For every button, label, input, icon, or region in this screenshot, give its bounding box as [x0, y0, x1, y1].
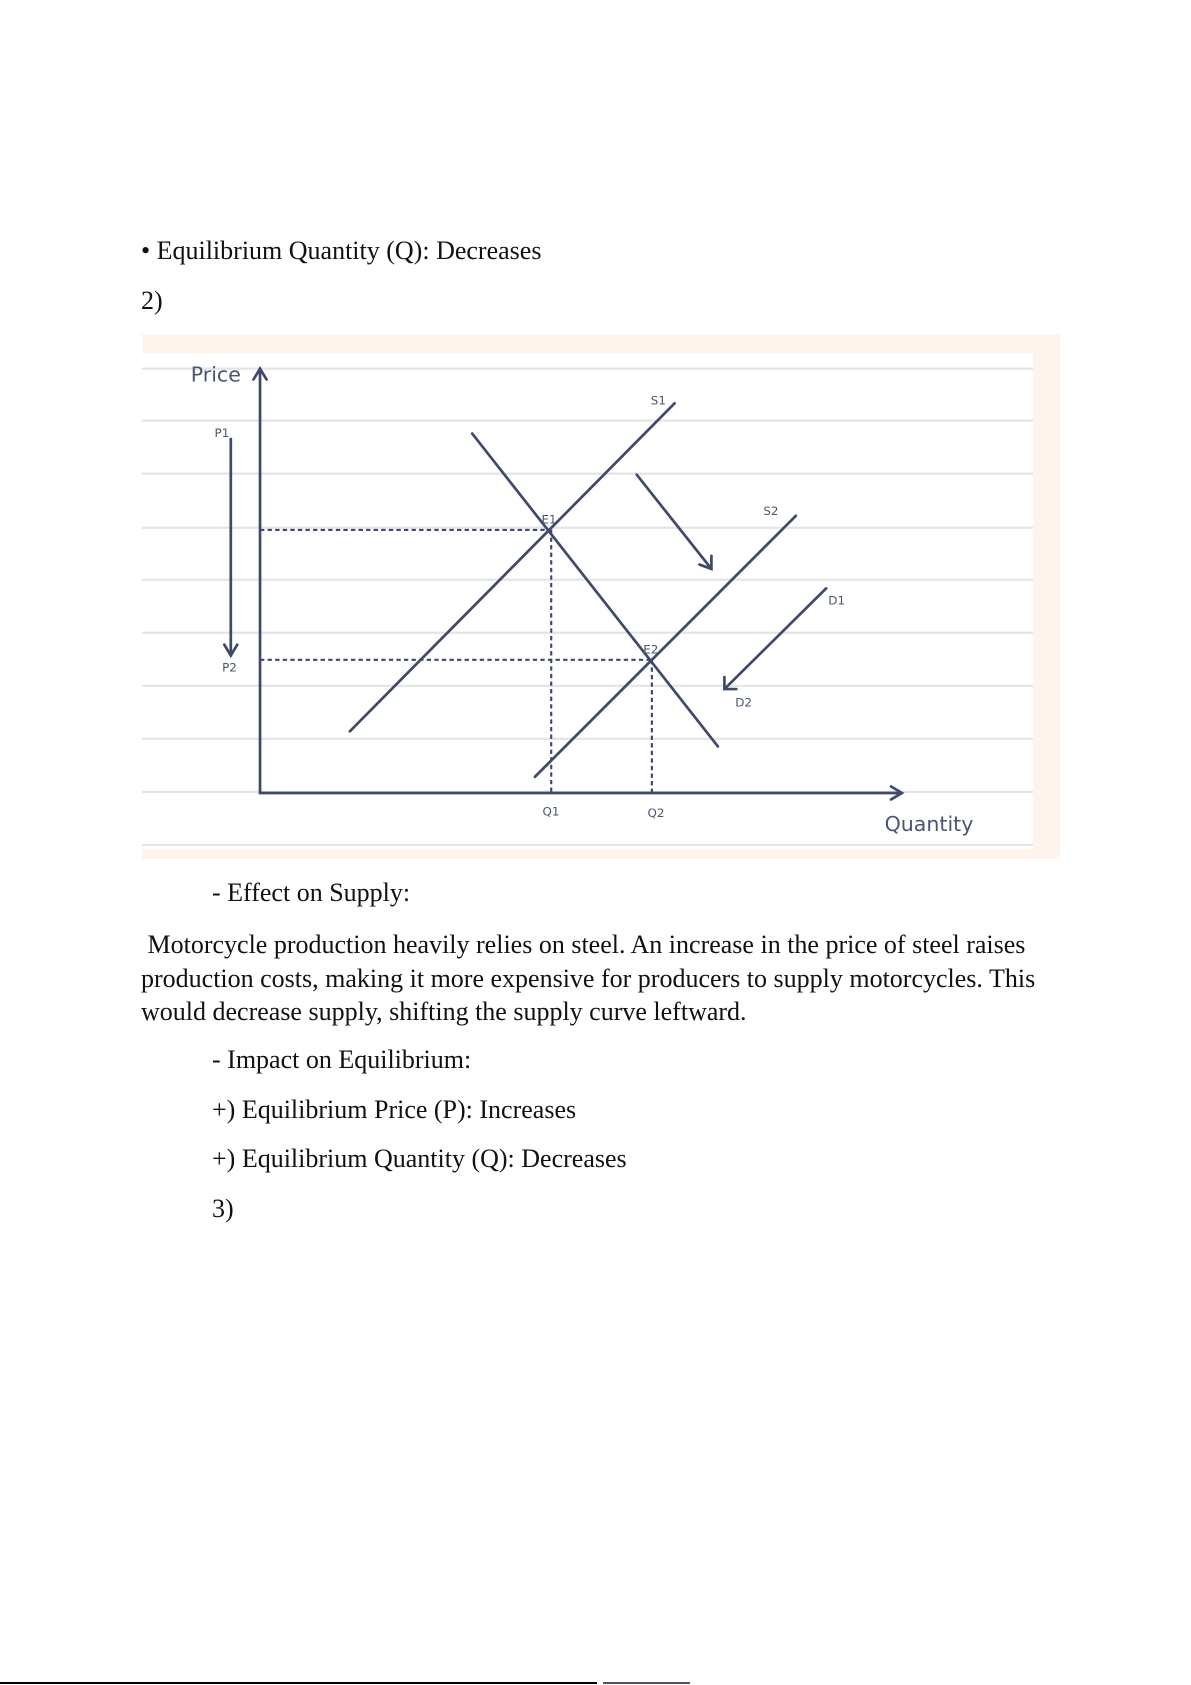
- label-e2: E2: [643, 642, 659, 657]
- supply-explanation-paragraph: Motorcycle production heavily relies on steel. An increase in the price of steel raises production costs, making it more expensive for producers to supply motorcycles. This would decrease supply, shifting the supply curve leftward.: [141, 930, 1042, 1026]
- label-p1: P1: [214, 425, 230, 440]
- item-number-2: 2): [141, 286, 163, 315]
- equilibrium-price-item: +) Equilibrium Price (P): Increases: [212, 1095, 577, 1124]
- label-p2: P2: [222, 660, 237, 675]
- supply-demand-diagram: [142, 334, 1060, 859]
- equilibrium-quantity-item: +) Equilibrium Quantity (Q): Decreases: [212, 1144, 627, 1173]
- label-q1: Q1: [542, 804, 560, 819]
- diagram-paper: [142, 353, 1033, 849]
- label-s1: S1: [650, 393, 666, 408]
- label-q2: Q2: [647, 805, 665, 820]
- y-axis-label: Price: [190, 362, 241, 387]
- label-d1: D1: [828, 593, 846, 608]
- effect-on-supply-heading: - Effect on Supply:: [212, 878, 411, 907]
- item-number-3: 3): [212, 1194, 234, 1223]
- impact-on-equilibrium-heading: - Impact on Equilibrium:: [212, 1045, 472, 1074]
- label-s2: S2: [763, 503, 779, 518]
- x-axis-label: Quantity: [884, 811, 974, 836]
- page-bottom-rule: [0, 1682, 597, 1684]
- bullet-equilibrium-quantity: • Equilibrium Quantity (Q): Decreases: [141, 236, 542, 265]
- label-d2: D2: [735, 695, 752, 710]
- page-bottom-rule-segment: [603, 1682, 690, 1684]
- label-e1: E1: [541, 512, 557, 527]
